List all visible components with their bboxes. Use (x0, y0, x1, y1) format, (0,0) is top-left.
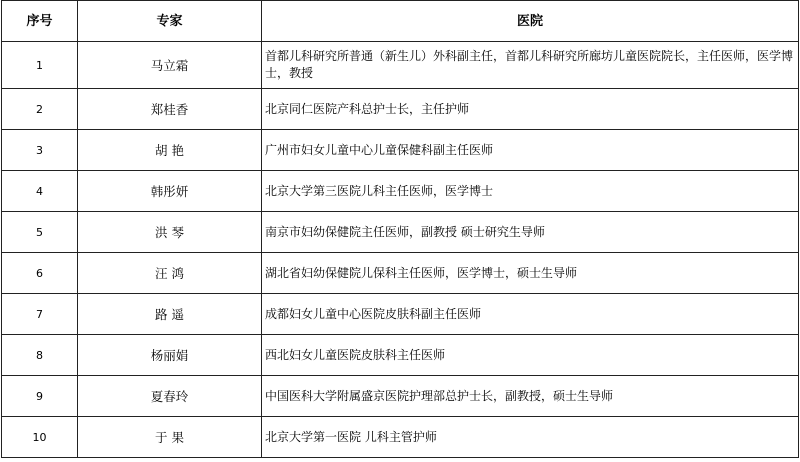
expert-name: 郑桂香 (78, 89, 262, 130)
expert-name: 路 遥 (78, 294, 262, 335)
expert-name: 于 果 (78, 417, 262, 458)
expert-table (1, 0, 799, 458)
expert-name: 洪 琴 (78, 212, 262, 253)
table-row (2, 376, 799, 417)
row-number: 9 (2, 376, 78, 417)
expert-name: 杨丽娟 (78, 335, 262, 376)
header-hospital: 医院 (262, 1, 799, 42)
row-number: 3 (2, 130, 78, 171)
table-row (2, 294, 799, 335)
hospital-info: 西北妇女儿童医院皮肤科主任医师 (262, 335, 799, 376)
row-number: 1 (2, 42, 78, 89)
hospital-info: 北京大学第三医院儿科主任医师，医学博士 (262, 171, 799, 212)
hospital-info: 北京大学第一医院 儿科主管护师 (262, 417, 799, 458)
row-number: 4 (2, 171, 78, 212)
header-expert: 专家 (78, 1, 262, 42)
header-number: 序号 (2, 1, 78, 42)
table-row (2, 171, 799, 212)
row-number: 8 (2, 335, 78, 376)
hospital-info: 成都妇女儿童中心医院皮肤科副主任医师 (262, 294, 799, 335)
hospital-info: 广州市妇女儿童中心儿童保健科副主任医师 (262, 130, 799, 171)
row-number: 10 (2, 417, 78, 458)
table-header-row (2, 1, 799, 42)
expert-name: 夏春玲 (78, 376, 262, 417)
hospital-info: 南京市妇幼保健院主任医师，副教授 硕士研究生导师 (262, 212, 799, 253)
expert-name: 胡 艳 (78, 130, 262, 171)
expert-name: 韩彤妍 (78, 171, 262, 212)
expert-name: 马立霜 (78, 42, 262, 89)
expert-name: 汪 鸿 (78, 253, 262, 294)
table-row (2, 42, 799, 89)
row-number: 7 (2, 294, 78, 335)
table-row (2, 417, 799, 458)
row-number: 5 (2, 212, 78, 253)
table-row (2, 89, 799, 130)
table-row (2, 335, 799, 376)
table-row (2, 212, 799, 253)
hospital-info: 中国医科大学附属盛京医院护理部总护士长，副教授，硕士生导师 (262, 376, 799, 417)
row-number: 6 (2, 253, 78, 294)
row-number: 2 (2, 89, 78, 130)
hospital-info: 首都儿科研究所普通（新生儿）外科副主任，首都儿科研究所廊坊儿童医院院长，主任医师，医学博士，教授 (262, 42, 799, 89)
table-row (2, 253, 799, 294)
hospital-info: 北京同仁医院产科总护士长，主任护师 (262, 89, 799, 130)
hospital-info: 湖北省妇幼保健院儿保科主任医师，医学博士，硕士生导师 (262, 253, 799, 294)
table-row (2, 130, 799, 171)
